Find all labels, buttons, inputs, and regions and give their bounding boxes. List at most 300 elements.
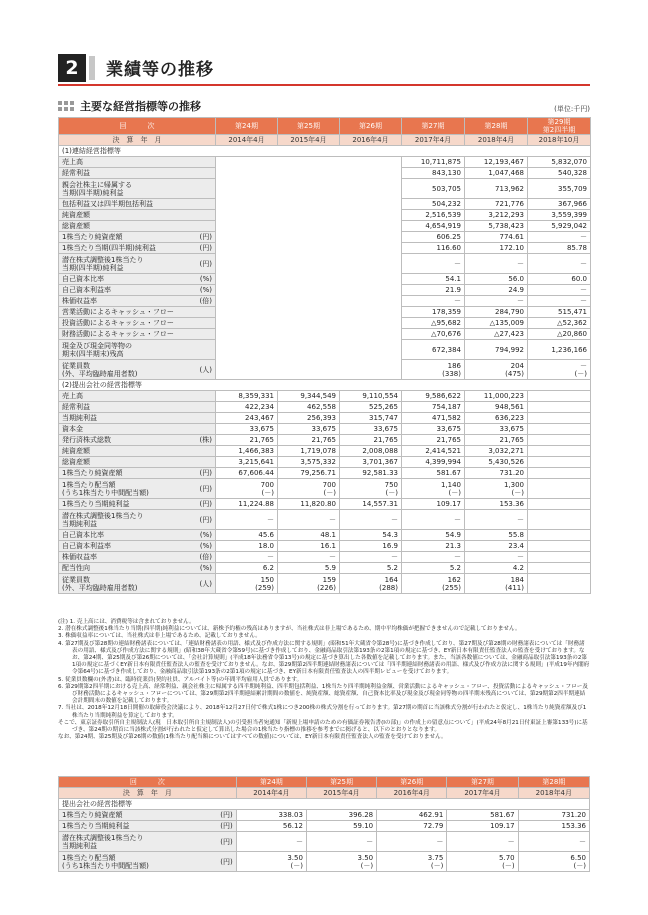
value-cell: 2,414,521 (402, 446, 465, 457)
note-item: 4. 第27期及び第28期の連結財務諸表については、「連結財務諸表の用語、様式及び作成方法に関する規則」(昭和51年大蔵省令第28号)に基づき作成しており、第27期及び第28期の財務諸表については「財務諸表の用語、様式及び作成方法に関する規則」(昭和38年大蔵省令第59号)に基づき作成しており、金融商品取引法第193条の2第1項の規定に基づき、EY新日本有限責任監査法人の監査を受けております。なお、第24期、第25期及び第26期については、「会社計算規則」(平成18年法務省令第13号)の規定に基づき算出した各数値を記載しております。また、当該各数値については、金融商品取引法第193条の2第1項の規定に基づくEY新日本有限責任監査法人の監査を受けておりません。なお、第29期第2四半期連結財務諸表については「四半期連結財務諸表の用語、様式及び作成方法に関する規則」(平成19年内閣府令第64号)に基づき作成しており、金融商品取引法第193条の2第1項の規定に基づき、EY新日本有限責任監査法人の四半期レビューを受けております。 (58, 640, 590, 676)
value-cell: 4.2 (465, 563, 528, 574)
date-header: 2014年4月 (216, 135, 278, 146)
value-cell: 5,430,526 (465, 457, 528, 468)
table-row (59, 479, 591, 499)
row-unit: (円) (199, 259, 212, 268)
value-cell: △135,009 (465, 318, 528, 329)
value-cell (528, 563, 591, 574)
value-cell: － (528, 232, 591, 243)
value-cell: 462.91 (377, 810, 447, 821)
row-label (59, 210, 216, 221)
value-cell: 6.2 (216, 563, 278, 574)
row-label (59, 424, 216, 435)
value-cell: 948,561 (465, 402, 528, 413)
value-cell: 5.9 (278, 563, 340, 574)
row-unit: (円) (199, 515, 212, 524)
value-cell: 21.9 (402, 285, 465, 296)
row-label (59, 274, 216, 285)
row-label-text: 1株当たり純資産額 (62, 469, 123, 477)
period-header: 第28期 (465, 118, 528, 135)
value-cell: 731.20 (465, 468, 528, 479)
financial-indicators-table (58, 117, 591, 594)
row-label-text: 経常利益 (62, 169, 90, 177)
row-unit: (円) (220, 857, 233, 866)
value-cell: 21.3 (402, 541, 465, 552)
value-cell: 636,223 (465, 413, 528, 424)
row-label (59, 391, 216, 402)
value-cell: 3,212,293 (465, 210, 528, 221)
table-row (59, 574, 591, 594)
value-cell: 243,467 (216, 413, 278, 424)
note-item: 7. 当社は、2018年12月18日開催の取締役会決議により、2018年12月27日付で株式1株につき200株の株式分割を行っております。第27期の期首に当該株式分割が行われたと仮定し、1株当たり純資産額及び1株当たり当期純利益を算定しております。 (58, 705, 587, 719)
row-label-text: 発行済株式総数 (62, 436, 111, 444)
value-cell: 59.10 (306, 821, 376, 832)
table-row (59, 810, 590, 821)
value-cell: 3,032,271 (465, 446, 528, 457)
value-cell: 504,232 (402, 199, 465, 210)
period-header: 第28期 (518, 777, 589, 788)
table-row (59, 157, 591, 168)
row-label (59, 530, 216, 541)
row-label-text: 親会社株主に帰属する 当期(四半期)純利益 (62, 180, 132, 197)
row-label-text: 総資産額 (62, 222, 90, 230)
note-item: 3. 株価収益率については、当社株式は非上場であるため、記載しておりません。 (58, 633, 261, 640)
value-cell (528, 510, 591, 530)
row-label-text: 総資産額 (62, 458, 90, 466)
period-header: 第24期 (216, 118, 278, 135)
value-cell (528, 541, 591, 552)
row-label-text: 純資産額 (62, 447, 90, 455)
value-cell: 1,466,383 (216, 446, 278, 457)
value-cell: － (447, 832, 518, 852)
row-label (59, 457, 216, 468)
value-cell: 5.2 (402, 563, 465, 574)
value-cell: 21,765 (402, 435, 465, 446)
row-label-text: 1株当たり配当額 (うち1株当たり中間配当額) (62, 853, 149, 870)
section-title-cell: 提出会社の経営指標等 (59, 799, 590, 810)
per-share-indicators-table (58, 776, 590, 872)
value-cell: － (－) (528, 360, 591, 380)
row-label (59, 254, 216, 274)
row-unit: (円) (220, 837, 233, 846)
row-label-text: 1株当たり当期(四半期)純利益 (62, 244, 156, 252)
value-cell: 21,765 (278, 435, 340, 446)
value-cell: － (278, 552, 340, 563)
value-cell: 5,929,042 (528, 221, 591, 232)
row-label-text: 株価収益率 (62, 553, 97, 561)
value-cell: 109.17 (402, 499, 465, 510)
row-label (59, 221, 216, 232)
period-header: 第27期 (402, 118, 465, 135)
value-cell: 3,559,399 (528, 210, 591, 221)
value-cell: 2,008,088 (340, 446, 402, 457)
row-label-text: 売上高 (62, 158, 83, 166)
value-cell: 159 (226) (278, 574, 340, 594)
row-label-text: 1株当たり純資産額 (62, 811, 123, 819)
row-label-text: 当期純利益 (62, 414, 97, 422)
value-cell: 10,711,875 (402, 157, 465, 168)
row-label-text: 潜在株式調整後1株当たり 当期純利益 (62, 833, 144, 850)
date-header: 2018年10月 (528, 135, 591, 146)
value-cell: 338.03 (236, 810, 306, 821)
value-cell: 315,747 (340, 413, 402, 424)
row-label-text: 現金及び現金同等物の 期末(四半期末)残高 (62, 341, 132, 358)
value-cell: △70,676 (402, 329, 465, 340)
section-row (59, 146, 591, 157)
row-label (59, 179, 216, 199)
value-cell (528, 424, 591, 435)
row-label-text: 1株当たり当期純利益 (62, 822, 130, 830)
row-label-text: 投資活動によるキャッシュ・フロー (62, 319, 174, 327)
unit-label: (単位:千円) (554, 105, 590, 113)
value-cell: 11,224.88 (216, 499, 278, 510)
value-cell: 774.61 (465, 232, 528, 243)
row-label-text: 資本金 (62, 425, 83, 433)
table-row (59, 446, 591, 457)
row-unit: (%) (199, 275, 212, 283)
value-cell: 2,516,539 (402, 210, 465, 221)
table-row (59, 541, 591, 552)
row-label (59, 574, 216, 594)
value-cell: 33,675 (340, 424, 402, 435)
value-cell: 9,344,549 (278, 391, 340, 402)
row-unit: (倍) (199, 553, 212, 561)
value-cell (528, 413, 591, 424)
value-cell: － (528, 254, 591, 274)
date-header: 2018年4月 (465, 135, 528, 146)
value-cell: 85.78 (528, 243, 591, 254)
value-cell (528, 391, 591, 402)
value-cell: 471,582 (402, 413, 465, 424)
value-cell: 184 (411) (465, 574, 528, 594)
value-cell: 5,738,423 (465, 221, 528, 232)
value-cell: 794,992 (465, 340, 528, 360)
date-header: 2015年4月 (278, 135, 340, 146)
value-cell: 186 (338) (402, 360, 465, 380)
row-label-text: 株価収益率 (62, 297, 97, 305)
row-label (59, 285, 216, 296)
value-cell: － (402, 552, 465, 563)
row-unit: (人) (199, 579, 212, 588)
row-label (59, 318, 216, 329)
row-label (59, 307, 216, 318)
row-unit: (円) (199, 233, 212, 241)
value-cell: 150 (259) (216, 574, 278, 594)
row-label (59, 446, 216, 457)
section-header (58, 54, 590, 82)
row-label-text: 純資産額 (62, 211, 90, 219)
table-row (59, 402, 591, 413)
value-cell: 700 (－) (278, 479, 340, 499)
value-cell: 116.60 (402, 243, 465, 254)
value-cell: 56.12 (236, 821, 306, 832)
value-cell: 8,359,331 (216, 391, 278, 402)
row-unit: (倍) (199, 297, 212, 305)
value-cell: 23.4 (465, 541, 528, 552)
period-header: 第25期 (306, 777, 376, 788)
value-cell: 72.79 (377, 821, 447, 832)
value-cell: 33,675 (465, 424, 528, 435)
value-cell: 9,586,622 (402, 391, 465, 402)
value-cell: 60.0 (528, 274, 591, 285)
row-label-text: 潜在株式調整後1株当たり 当期純利益 (62, 511, 144, 528)
period-header: 第25期 (278, 118, 340, 135)
row-label (59, 340, 216, 360)
value-cell: － (518, 832, 589, 852)
row-label-text: 包括利益又は四半期包括利益 (62, 200, 153, 208)
date-header-row (59, 135, 591, 146)
row-label-text: 1株当たり当期純利益 (62, 500, 130, 508)
date-header: 2017年4月 (402, 135, 465, 146)
table-row (59, 510, 591, 530)
value-cell: 54.1 (402, 274, 465, 285)
value-cell: 3.50 (－) (306, 852, 376, 872)
period-header: 第26期 (377, 777, 447, 788)
period-header: 第29期 第2四半期 (528, 118, 591, 135)
row-label (59, 479, 216, 499)
row-label (59, 499, 216, 510)
value-cell: 1,236,166 (528, 340, 591, 360)
row-label-text: 売上高 (62, 392, 83, 400)
value-cell: 540,328 (528, 168, 591, 179)
row-unit: (%) (199, 286, 212, 294)
section-title: 業績等の推移 (106, 60, 214, 80)
value-cell (528, 479, 591, 499)
table-row (59, 413, 591, 424)
value-cell: 581.67 (402, 468, 465, 479)
value-cell: 79,256.71 (278, 468, 340, 479)
value-cell: 33,675 (216, 424, 278, 435)
value-cell: － (402, 296, 465, 307)
value-cell: － (216, 552, 278, 563)
period-header-row (59, 777, 590, 788)
note-item: そこで、東京証券取引所自主規制法人(現 日本取引所自主規制法人)の引受担当者宛通知「新規上場申請のための有価証券報告書(Ⅰの部)」の作成上の留意点について」(平成24年8月21日付東証上審第133号)に基づき、第24期の期首に当該株式分割が行われたと仮定して算出した場合の1株当たり指標の推移を参考までに掲げると、以下のとおりとなります。 (58, 719, 588, 734)
date-header-label: 決 算 年 月 (59, 135, 216, 146)
period-header: 第26期 (340, 118, 402, 135)
value-cell: 3,215,641 (216, 457, 278, 468)
row-label-text: 従業員数 (外、平均臨時雇用者数) (62, 361, 138, 378)
value-cell: 1,719,078 (278, 446, 340, 457)
value-cell: 1,140 (－) (402, 479, 465, 499)
date-header: 2016年4月 (340, 135, 402, 146)
notes-block (58, 619, 590, 741)
row-label (59, 157, 216, 168)
row-unit: (%) (199, 542, 212, 550)
value-cell: 33,675 (402, 424, 465, 435)
row-label (59, 468, 216, 479)
subsection-title: 主要な経営指標等の推移 (80, 100, 201, 113)
value-cell: 367,966 (528, 199, 591, 210)
table-row (59, 530, 591, 541)
row-label-text: 自己資本比率 (62, 275, 104, 283)
value-cell: 162 (255) (402, 574, 465, 594)
period-header: 第27期 (447, 777, 518, 788)
row-label (59, 360, 216, 380)
row-label (59, 402, 216, 413)
row-label (59, 296, 216, 307)
value-cell: 21,765 (465, 435, 528, 446)
value-cell: 164 (288) (340, 574, 402, 594)
value-cell: 12,193,467 (465, 157, 528, 168)
row-label (59, 435, 216, 446)
value-cell: 16.1 (278, 541, 340, 552)
row-label (59, 821, 237, 832)
row-label-text: 財務活動によるキャッシュ・フロー (62, 330, 174, 338)
row-unit: (円) (199, 244, 212, 252)
table-row (59, 391, 591, 402)
value-cell: 4,399,994 (402, 457, 465, 468)
value-cell: 462,558 (278, 402, 340, 413)
row-unit: (円) (199, 484, 212, 493)
value-cell: － (216, 510, 278, 530)
row-label-text: 配当性向 (62, 564, 90, 572)
value-cell: － (278, 510, 340, 530)
table-row (59, 499, 591, 510)
value-cell: 1,300 (－) (465, 479, 528, 499)
value-cell: 3,701,367 (340, 457, 402, 468)
value-cell: 55.8 (465, 530, 528, 541)
value-cell: 843,130 (402, 168, 465, 179)
section-rule (58, 84, 590, 86)
row-unit: (%) (199, 564, 212, 572)
value-cell: 153.36 (465, 499, 528, 510)
value-cell: 11,000,223 (465, 391, 528, 402)
row-label (59, 832, 237, 852)
subsection-header (58, 98, 590, 114)
value-cell (528, 446, 591, 457)
period-header: 第24期 (236, 777, 306, 788)
value-cell: 721,776 (465, 199, 528, 210)
value-cell: 3,575,332 (278, 457, 340, 468)
value-cell: 54.9 (402, 530, 465, 541)
section-number: 2 (58, 54, 86, 82)
value-cell (528, 530, 591, 541)
value-cell: 396.28 (306, 810, 376, 821)
section-divider-bar (89, 56, 95, 80)
value-cell: 153.36 (518, 821, 589, 832)
value-cell: 9,110,554 (340, 391, 402, 402)
row-label (59, 232, 216, 243)
value-cell: 515,471 (528, 307, 591, 318)
row-label (59, 329, 216, 340)
row-label (59, 541, 216, 552)
row-label-text: 1株当たり純資産額 (62, 233, 123, 241)
row-label (59, 510, 216, 530)
value-cell: － (465, 552, 528, 563)
section-row (59, 380, 591, 391)
value-cell: 700 (－) (216, 479, 278, 499)
table-row (59, 552, 591, 563)
row-label (59, 810, 237, 821)
row-label-text: 経常利益 (62, 403, 90, 411)
value-cell: 48.1 (278, 530, 340, 541)
row-unit: (円) (220, 822, 233, 830)
value-cell (528, 435, 591, 446)
value-cell: － (340, 552, 402, 563)
value-cell: 204 (475) (465, 360, 528, 380)
row-label-text: 営業活動によるキャッシュ・フロー (62, 308, 174, 316)
note-item: 2. 潜在株式調整後1株当たり当期(四半期)純利益については、新株予約権の残高はありますが、当社株式は非上場であるため、期中平均株価が把握できませんので記載しておりません。 (58, 626, 521, 633)
value-cell: 54.3 (340, 530, 402, 541)
row-label-text: 潜在株式調整後1株当たり 当期(四半期)純利益 (62, 255, 144, 272)
value-cell: 14,557.31 (340, 499, 402, 510)
row-unit: (%) (199, 531, 212, 539)
row-label (59, 413, 216, 424)
row-label-text: 自己資本利益率 (62, 542, 111, 550)
value-cell: 21,765 (216, 435, 278, 446)
value-cell: 3.50 (－) (236, 852, 306, 872)
table-row (59, 821, 590, 832)
value-cell: － (465, 296, 528, 307)
value-cell: 18.0 (216, 541, 278, 552)
value-cell: 92,581.33 (340, 468, 402, 479)
value-cell: 178,359 (402, 307, 465, 318)
note-item: 5. 従業員数欄の(外書)は、臨時従業員(契約社員、アルバイト等)の年間平均雇用人員であります。 (58, 676, 303, 683)
table-row (59, 832, 590, 852)
value-cell: 713,962 (465, 179, 528, 199)
value-cell: 5.70 (－) (447, 852, 518, 872)
grid-bullet-icon (58, 101, 74, 111)
table-row (59, 435, 591, 446)
value-cell: 45.6 (216, 530, 278, 541)
date-header: 2014年4月 (236, 788, 306, 799)
section-title-cell: (1)連結経営指標等 (59, 146, 591, 157)
value-cell: 4,654,919 (402, 221, 465, 232)
value-cell: 24.9 (465, 285, 528, 296)
date-header: 2018年4月 (518, 788, 589, 799)
value-cell: 11,820.80 (278, 499, 340, 510)
row-label-text: 従業員数 (外、平均臨時雇用者数) (62, 575, 138, 592)
value-cell: 21,765 (340, 435, 402, 446)
table-row (59, 852, 590, 872)
value-cell: △20,860 (528, 329, 591, 340)
value-cell (528, 574, 591, 594)
value-cell: 3.75 (－) (377, 852, 447, 872)
value-cell: － (402, 510, 465, 530)
row-unit: (円) (199, 469, 212, 477)
row-label-text: 自己資本利益率 (62, 286, 111, 294)
value-cell: 750 (－) (340, 479, 402, 499)
row-label (59, 243, 216, 254)
date-header-row (59, 788, 590, 799)
value-cell: 56.0 (465, 274, 528, 285)
date-header: 2015年4月 (306, 788, 376, 799)
period-header-label: 回 次 (59, 118, 216, 135)
row-unit: (円) (220, 811, 233, 819)
row-unit: (人) (199, 365, 212, 374)
value-cell: 6.50 (－) (518, 852, 589, 872)
value-cell: 16.9 (340, 541, 402, 552)
note-item: 6. 第29期第2四半期における売上高、経常利益、親会社株主に帰属する四半期純利益、四半期包括利益、1株当たり四半期純利益金額、営業活動によるキャッシュ・フロー、投資活動によるキャッシュ・フロー及び財務活動によるキャッシュ・フローについては、第29期第2四半期連結累計期間の数値を、純資産額、総資産額、自己資本比率及び現金及び現金同等物の四半期末残高については、第29期第2四半期連結会計期間末の数値を記載しております。 (58, 683, 588, 705)
row-label (59, 199, 216, 210)
value-cell: － (465, 510, 528, 530)
value-cell: 754,187 (402, 402, 465, 413)
value-cell: 284,790 (465, 307, 528, 318)
value-cell: － (528, 296, 591, 307)
row-label (59, 552, 216, 563)
row-label-text: 1株当たり配当額 (うち1株当たり中間配当額) (62, 480, 149, 497)
value-cell: 503,705 (402, 179, 465, 199)
date-header: 2017年4月 (447, 788, 518, 799)
note-item: (注) 1. 売上高には、消費税等は含まれておりません。 (58, 619, 195, 625)
value-cell (528, 468, 591, 479)
section-title-cell: (2)提出会社の経営指標等 (59, 380, 591, 391)
value-cell: 672,384 (402, 340, 465, 360)
value-cell: △95,682 (402, 318, 465, 329)
empty-cells (216, 157, 402, 380)
value-cell (528, 552, 591, 563)
value-cell: 256,393 (278, 413, 340, 424)
